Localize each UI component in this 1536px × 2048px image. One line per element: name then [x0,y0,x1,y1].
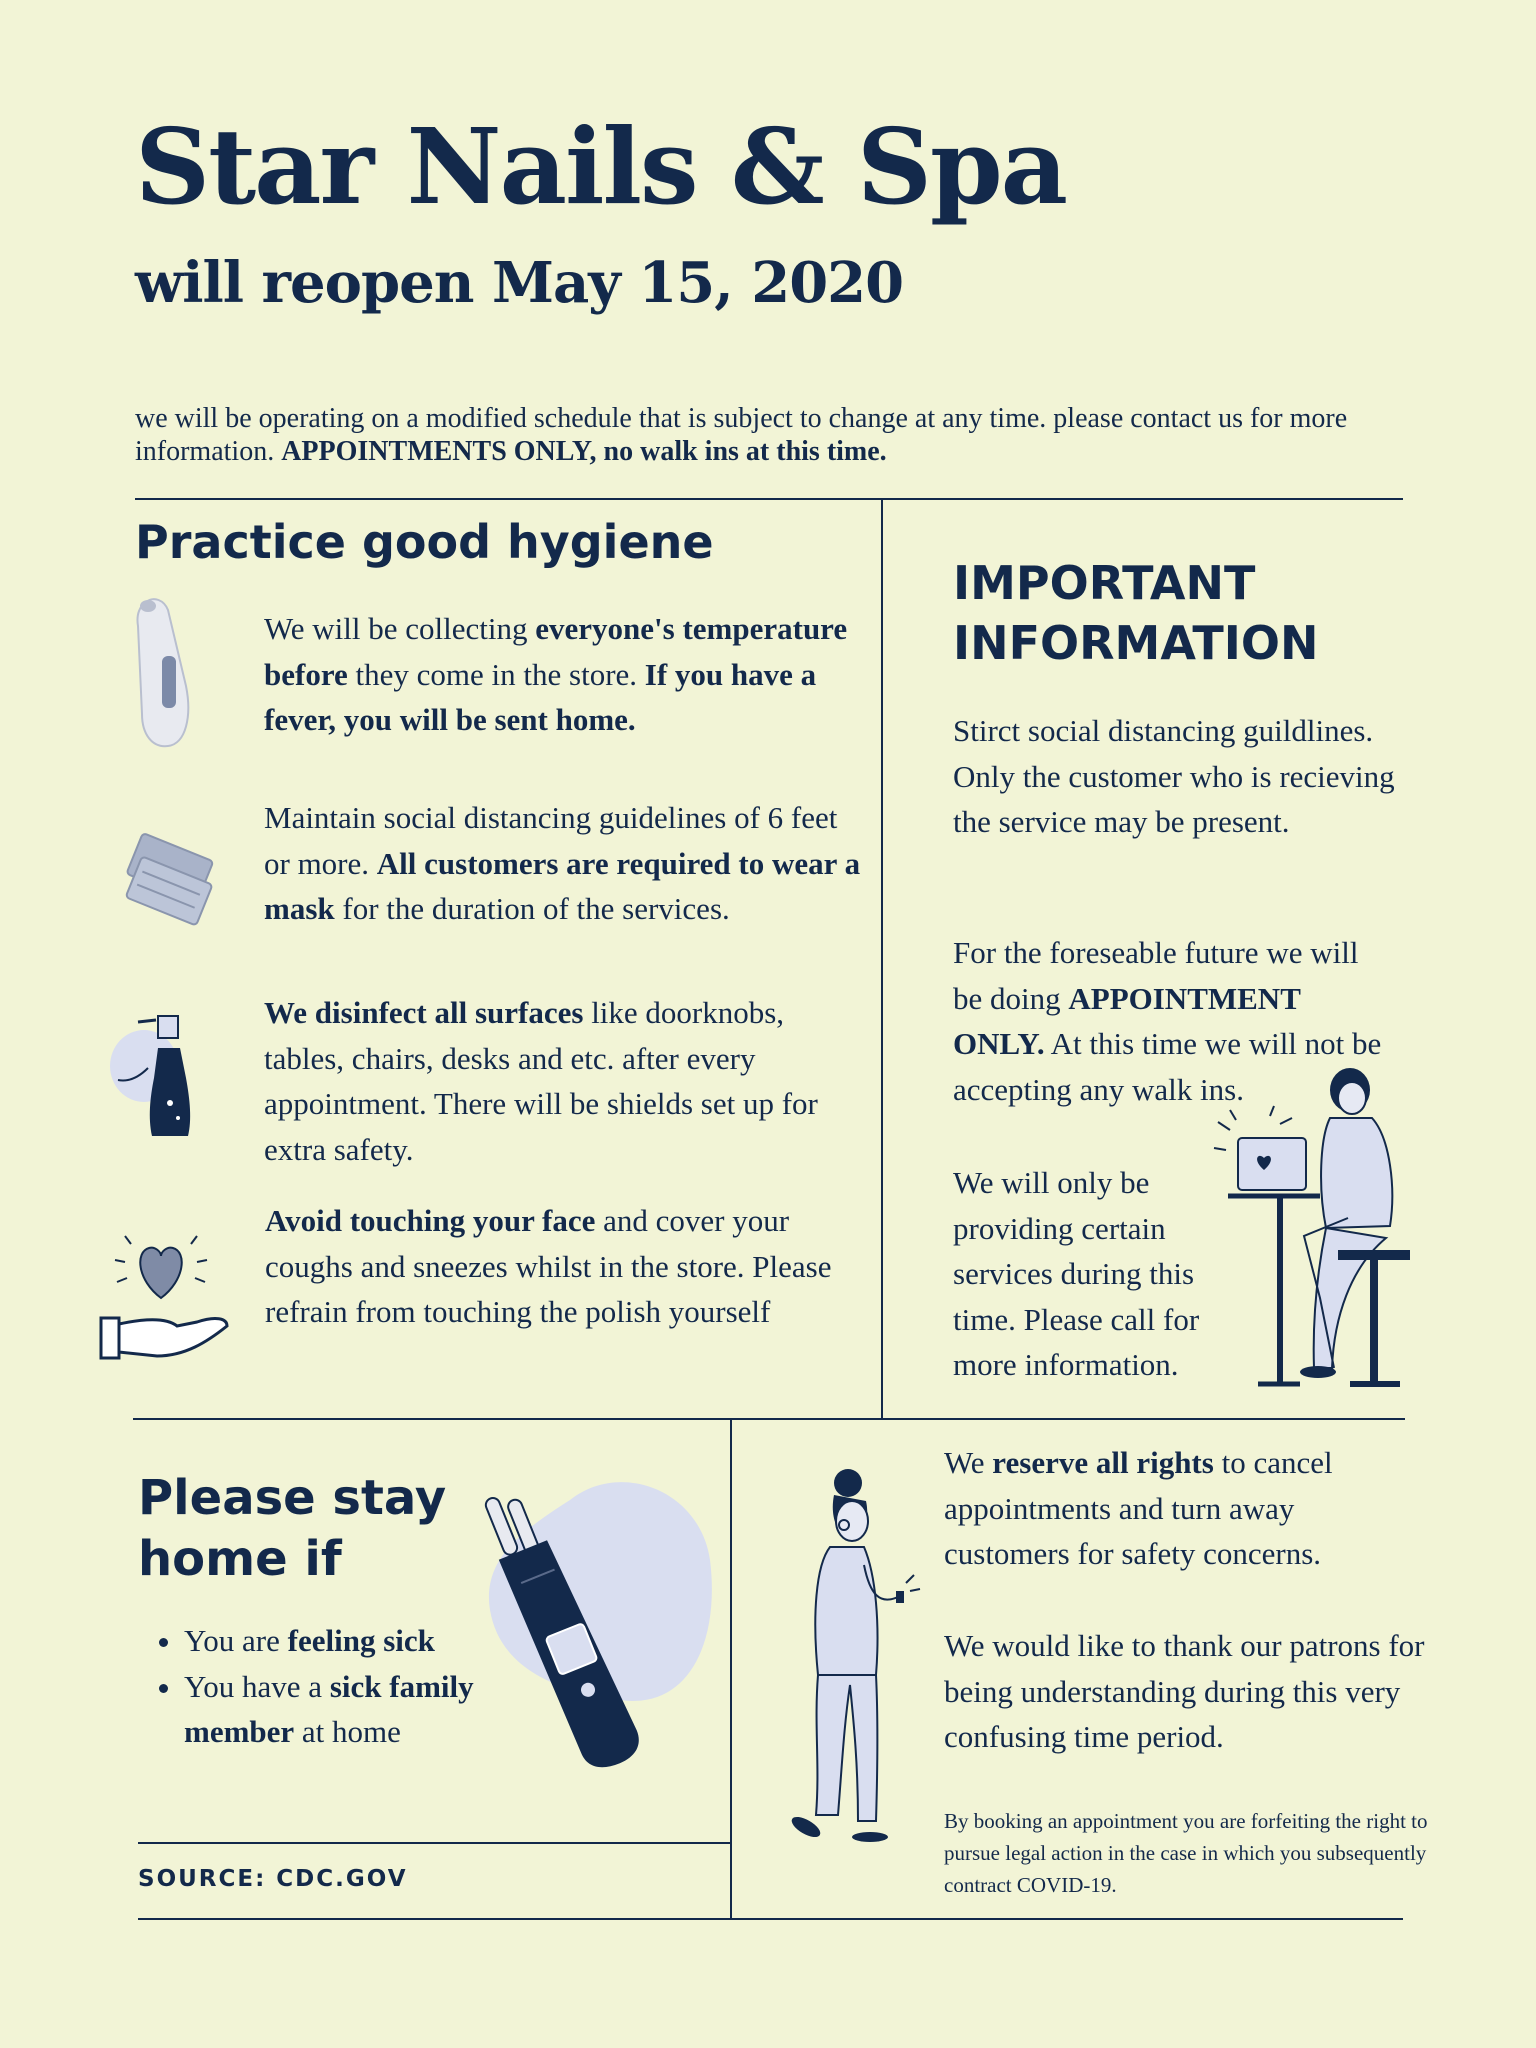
hygiene-heading: Practice good hygiene [135,515,714,569]
source-label: SOURCE: CDC.GOV [138,1866,408,1892]
intro-bold: APPOINTMENTS ONLY, no walk ins at this time. [281,436,887,467]
important-heading [953,553,1318,673]
divider-middle [133,1418,1405,1420]
woman-laptop-illustration [1200,1068,1420,1388]
heart-hand-icon [97,1218,237,1368]
stay-home-bullet-1-run-2: feeling sick [287,1623,435,1658]
hygiene-text-temperature [264,606,864,743]
important-heading-line2: INFORMATION [953,616,1319,670]
hygiene-text-face-run-2: and cover your coughs and sneezes whilst in the store. Please refrain from touching the polish yourself [265,1203,832,1329]
stay-home-bullet-1 [184,1618,524,1664]
woman-phone-illustration [780,1465,920,1845]
stay-home-list [139,1618,524,1755]
hygiene-text-temperature-run-1: We will be collecting [264,611,536,646]
thermometer-icon [134,596,194,748]
intro-text: we will be operating on a modified schedule that is subject to change at any time. please contact us for more information. [135,403,1348,467]
hygiene-text-temperature-run-4: If you have a fever, you will be sent home. [264,656,817,737]
page-title: Star Nails & Spa [135,105,1067,228]
intro-paragraph [135,402,1425,468]
page-subtitle: will reopen May 15, 2020 [135,250,904,316]
rights-paragraph-1 [944,1440,1384,1577]
stay-home-heading [138,1468,446,1590]
hygiene-text-disinfect [264,990,864,1172]
hygiene-text-mask [264,795,864,932]
important-paragraph-2-run-1: For the foreseable future we will be doing [953,935,1359,1016]
divider-top [135,498,1403,500]
stay-home-heading-line2: home if [138,1531,342,1587]
important-paragraph-3: We will only be providing certain services during this time. Please call for more information. [953,1165,1200,1382]
stay-home-bullet-2-run-1: You have a [184,1668,330,1704]
hygiene-text-mask-run-3: for the duration of the services. [334,891,730,926]
important-paragraph-1: Stirct social distancing guildlines. Only the customer who is recieving the service may be present. [953,713,1395,839]
stay-home-bullet-2-run-2: sick family member [184,1668,474,1749]
rights-paragraph-1-run-1: We [944,1445,993,1480]
stay-home-heading-line1: Please stay [138,1470,447,1526]
rights-paragraph-1-run-3: to cancel appointments and turn away customers for safety concerns. [944,1445,1333,1571]
rights-paragraph-1-run-2: reserve all rights [992,1445,1214,1480]
hygiene-text-face-run-1: Avoid touching your face [265,1203,596,1238]
stay-home-bullet-2 [184,1664,524,1755]
important-heading-line1: IMPORTANT [953,556,1256,610]
hygiene-text-mask-run-2: All customers are required to wear a mask [264,845,861,926]
divider-source [138,1842,731,1844]
important-paragraph-2-run-2: APPOINTMENT ONLY. [953,980,1301,1061]
rights-disclaimer: By booking an appointment you are forfeiting the right to pursue legal action in the case in which you subsequently contract COVID-19. [944,1809,1428,1897]
spray-bottle-icon [108,1008,218,1148]
hygiene-text-temperature-run-3: they come in the store. [347,656,645,692]
divider-bottom [138,1918,1403,1920]
hygiene-text-face [265,1198,865,1335]
digital-thermometer-illustration [480,1460,730,1770]
hygiene-text-temperature-run-2: everyone's temperature before [264,611,848,692]
stay-home-bullet-1-run-1: You are [184,1623,288,1658]
hygiene-text-disinfect-run-1: We disinfect all surfaces [264,995,584,1030]
rights-paragraph-2: We would like to thank our patrons for being understanding during this very confusing time period. [944,1628,1425,1754]
mask-icon [115,825,215,945]
divider-vertical-upper [881,498,883,1418]
important-paragraph-2-run-3: At this time we will not be accepting any walk ins. [953,1026,1382,1107]
hygiene-text-disinfect-run-2: like doorknobs, tables, chairs, desks and etc. after every appointment. There will be shields set up for extra safety. [264,995,818,1167]
hygiene-text-mask-run-1: Maintain social distancing guidelines of 6 feet or more. [264,800,838,881]
stay-home-bullet-2-run-3: at home [294,1714,401,1749]
